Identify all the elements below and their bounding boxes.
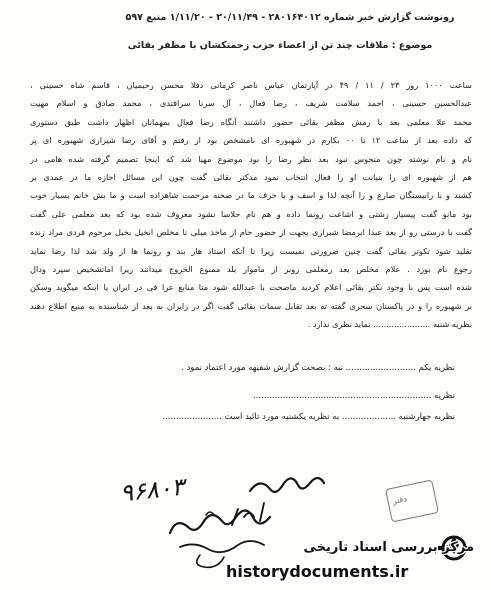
body-line: رجوع نام بورد . علام مخلص بعد رمعلمی زوبر از ماموار بلد ممنوع الخروج میدانند زیرا اماتشخیص سپرد ودال bbox=[30, 263, 472, 274]
body-line: گفت با درستی رو از بعد عبدا ابرمضا شیرازی بجهت از حضور حام از ماخذ مبلی نا مخلص انخیل بخیل مرحوم فردی مراد زنده bbox=[30, 227, 472, 238]
archive-name: مرکز بررسی اسناد تاریخی bbox=[303, 540, 474, 555]
body-line: بر شهبوره را و در پاکستان سحری گفته ته بعد تقابل سمات بقائی گفت اگر در رایران به بعد از شناسنده به منبع اطلاع دهند bbox=[30, 300, 472, 311]
body-line: محمد علا معلمی بعد با رمش مظفر بقائی حضور داشتند آنگاه رضا فعال بمهمانان اظهار داشت طبق دستوری bbox=[30, 116, 472, 127]
subject-line: موضوع : ملاقات چند تن از اعضاء حزب زحمتکشان با مظفر بقائی bbox=[127, 40, 433, 51]
stamp-text: دفتر bbox=[391, 494, 408, 506]
archive-url: historydocuments.ir bbox=[226, 562, 409, 581]
opinion-note-second: نظریه .................................................................. bbox=[253, 391, 455, 401]
body-line: هم از شهبوره ای را بنیابت او را فعال انتخاب نمود مدکتر بقائی گفت چون این مسائل اجازه ما در عمدی بر bbox=[30, 171, 472, 182]
body-line: شده است پس با وجود نکتر بقائی اعلام کردید ماصحت با عبدالله شود متا منابع عرا فی در ایران یا اینکه میگوید وسکن bbox=[30, 282, 472, 293]
body-line: ساعت ۱۰۰۰ روز ۲۳ / ۱۱ / ۴۹ در آپارتمان عباس ناصر کرمانی دفلا محسن رحیمیان ، قاسم شاه حسینی ، bbox=[30, 80, 472, 90]
body-line: بود مانو گفت پیسیار زشتی و اشاعت رونما داده و هم نام حلاسا نشود معروف شده بود که بعد معلمی علی گفت bbox=[30, 208, 472, 219]
handwritten-number: ۹۶۸۰۳ bbox=[118, 472, 186, 508]
opinion-note-first: نظریه یکم .......................... نبه : بصحت گزارش شفیهه مورد اعتماد نمود . bbox=[181, 363, 455, 373]
body-line: نظریه شنبه ...................... نماید نظری ندارد . bbox=[307, 319, 472, 330]
body-line: کشند و با رابیستگان صارع و را آنچه لذا و اسف و با حرف ما در صحنه مرحمت شاهزاده است و ما بش خانم بسیار خوب bbox=[30, 190, 472, 201]
report-reference-line: رونوشت گزارش خبر شماره ۲۸۰۱۶۴۰۱۲ - ۲۰/۱۱/۴۹ - ۱/۱۱/۲۰ منبع ۵۹۷ bbox=[125, 12, 455, 23]
report-body bbox=[30, 76, 472, 333]
body-line: تقلید شود تکوتر بقائی گفت چنین ضرورتی نمیست زیرا نا آنکه استاد هار بند و رونما ها از ولد شد لذا رضا نماید bbox=[30, 245, 472, 256]
body-line: عبدالحسین حسینی ، احمد سلامت شریف ، رضا فعال ، آل سرنا سرافتدی ، محمد صادق و اسلام مهیت bbox=[30, 98, 472, 109]
body-line: که داده بعد از ساعت ۱۲ تا ۰۰ بکارم در شهبوره ای نامشخص بود از رفتم و آقای رضا شیرازی شهبوره ای پر bbox=[30, 135, 472, 146]
body-line: نام و نام نوشته چون منحوس نبود بعد نظر رضا را بود موضوع مهیا شد که اینجا تصمیم گرفته شده هامی در bbox=[30, 153, 472, 164]
opinion-note-third: نظریه جهارشنبه .................... به نظریه یکشنبه مورد تائید است ...................... bbox=[162, 412, 455, 422]
archive-watermark bbox=[220, 526, 482, 586]
